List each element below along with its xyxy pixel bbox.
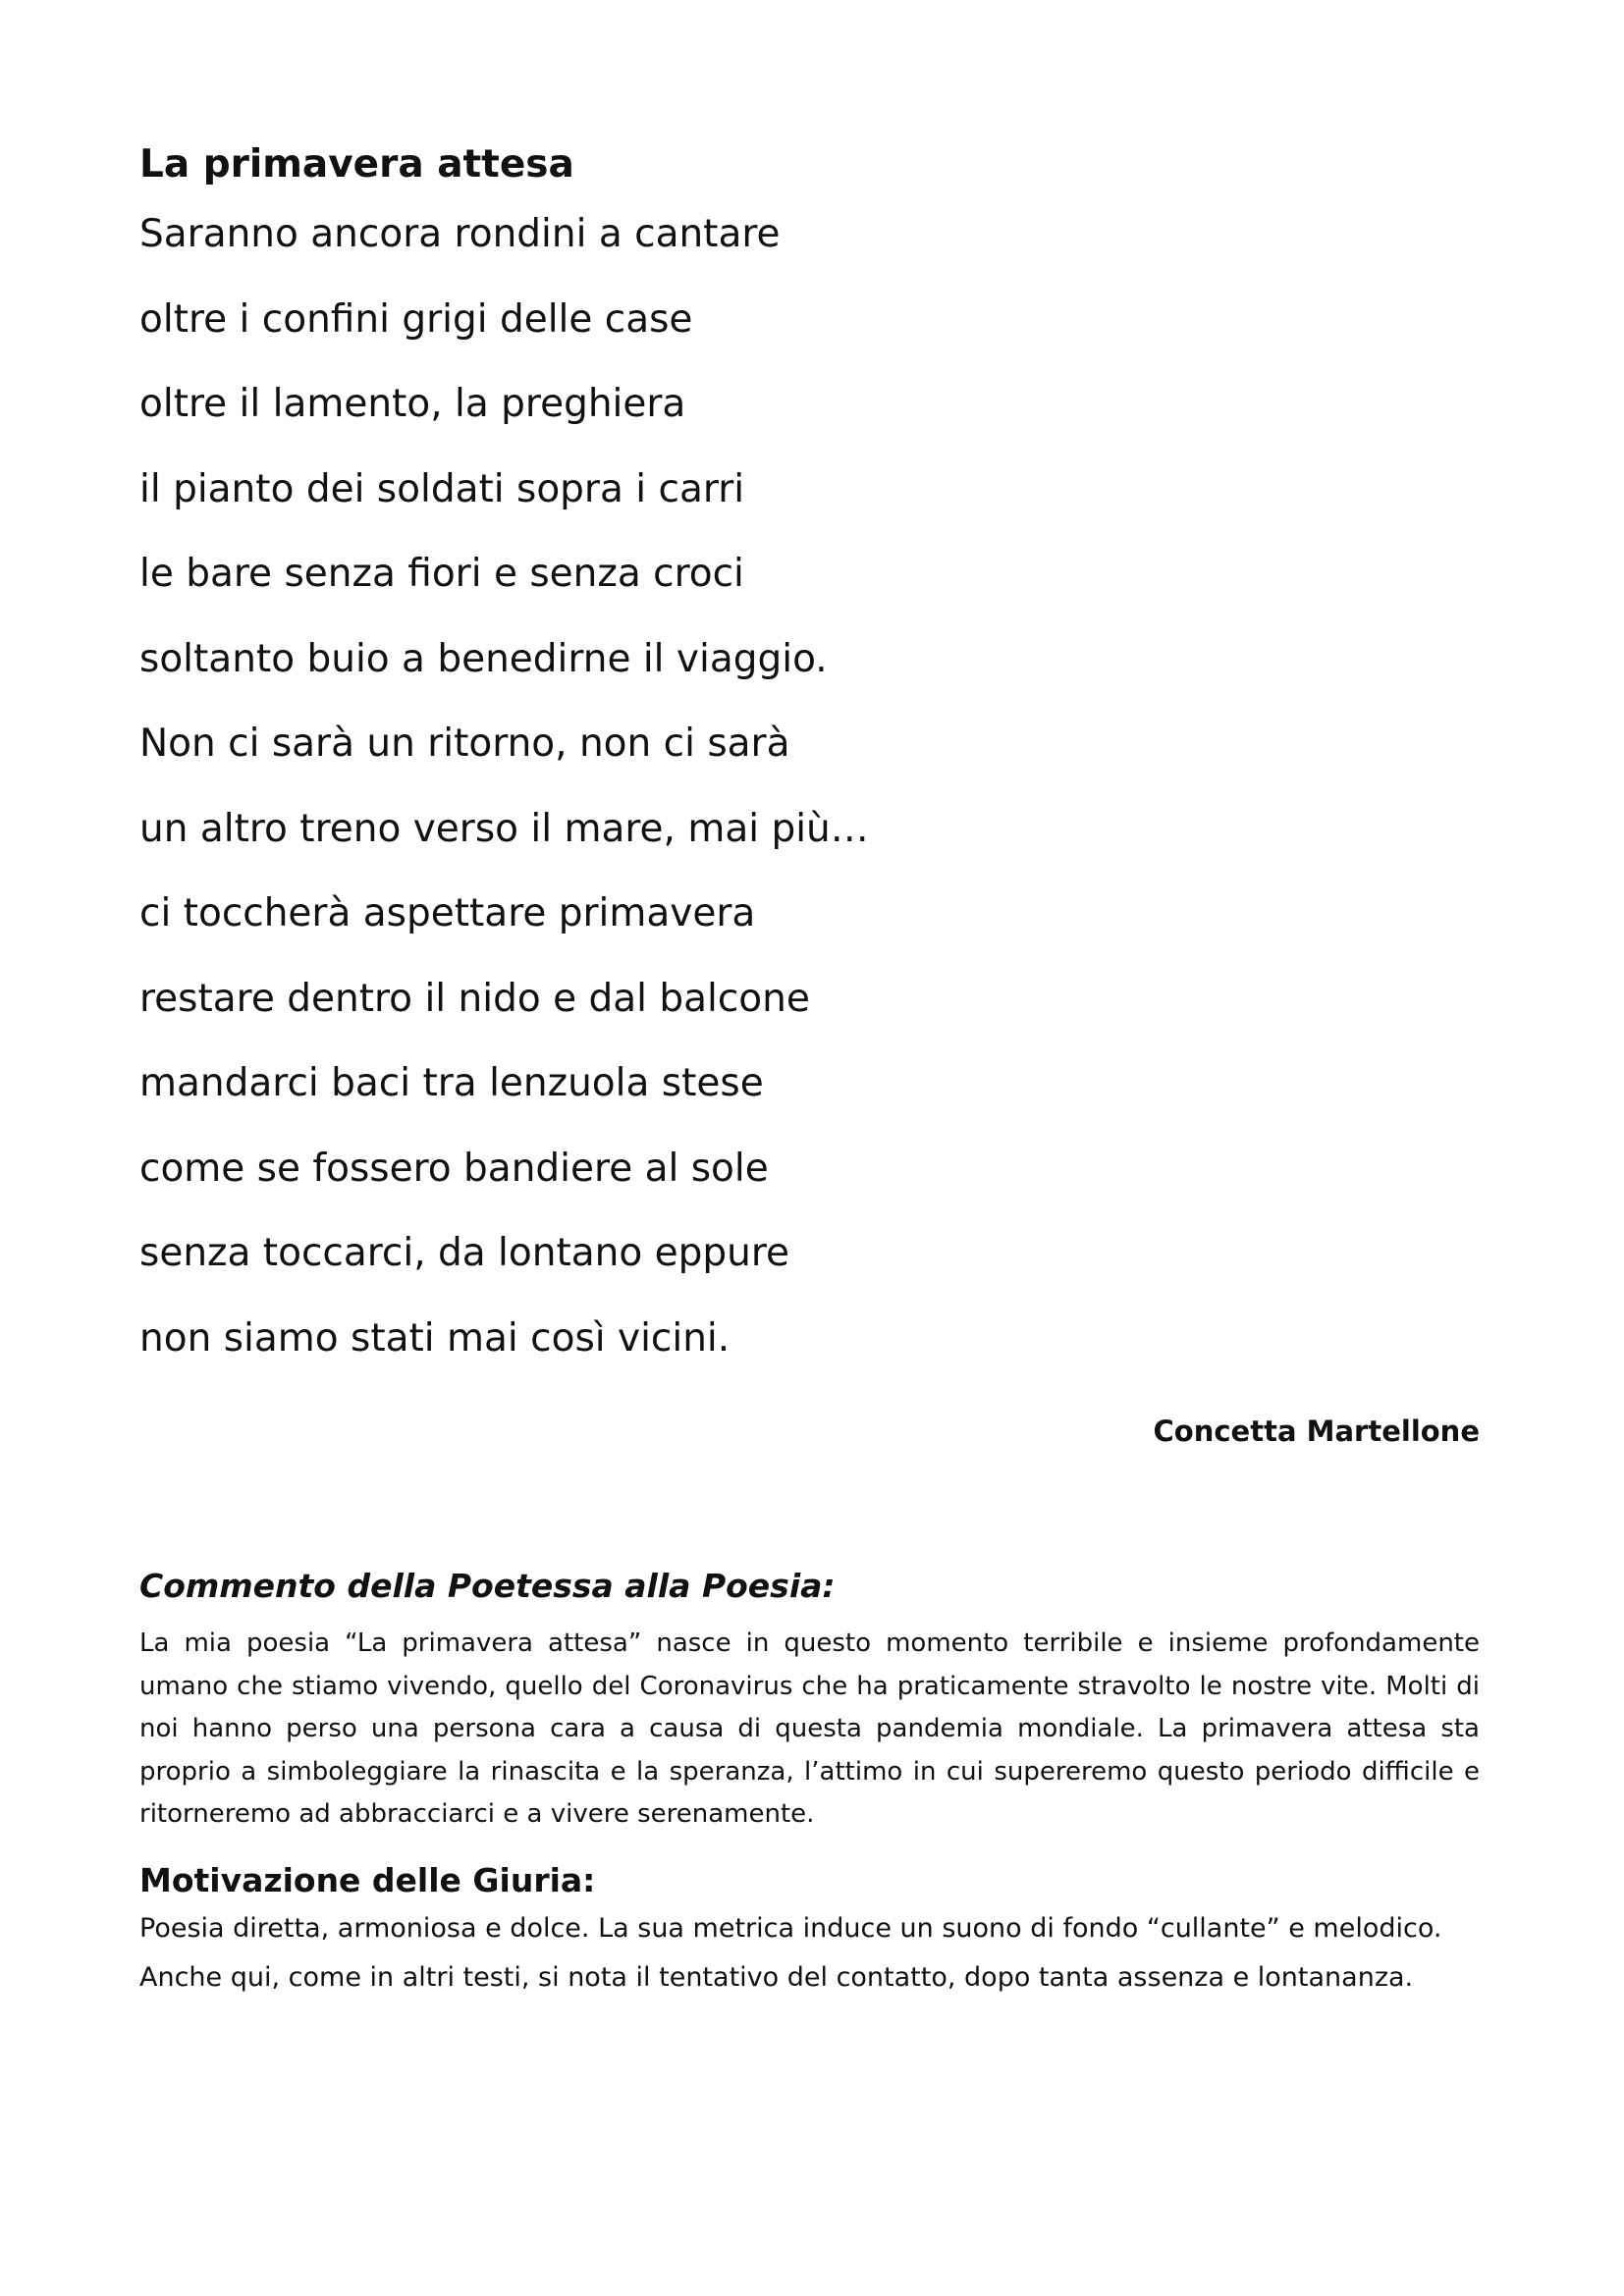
poem-line: senza toccarci, da lontano eppure <box>139 1231 790 1275</box>
poem-line: ci toccherà aspettare primavera <box>139 891 756 935</box>
poem-line: Saranno ancora rondini a cantare <box>139 212 781 256</box>
poem-line: oltre il lamento, la preghiera <box>139 382 686 426</box>
jury-heading: Motivazione delle Giuria: <box>139 1861 596 1899</box>
poem-line: oltre i confini grigi delle case <box>139 296 693 342</box>
poem-line: come se fossero bandiere al sole <box>139 1146 769 1191</box>
jury-body: Poesia diretta, armoniosa e dolce. La sua metrica induce un suono di fondo “cullante” e melodico. Anche qui, come in altri testi, si nota il tentativo del contatto, dopo tanta assenza e lontananza. <box>139 1913 1442 1993</box>
poem-body <box>139 192 869 1381</box>
poem-line: le bare senza fiori e senza croci <box>139 552 744 596</box>
poem-line: restare dentro il nido e dal balcone <box>139 976 810 1021</box>
poem-line: mandarci baci tra lenzuola stese <box>139 1061 764 1105</box>
poem-line: soltanto buio a benedirne il viaggio. <box>139 636 828 681</box>
comment-heading: Commento della Poetessa alla Poesia: <box>139 1567 836 1605</box>
poem-author: Concetta Martellone <box>1153 1415 1480 1448</box>
poem-line: un altro treno verso il mare, mai più… <box>139 806 869 851</box>
poem-line: non siamo stati mai così vicini. <box>139 1315 731 1361</box>
poem-line: il pianto dei soldati sopra i carri <box>139 466 745 511</box>
poem-title: La primavera attesa <box>139 142 574 187</box>
poem-line: Non ci sarà un ritorno, non ci sarà <box>139 721 790 766</box>
comment-body: La mia poesia “La primavera attesa” nasce in questo momento terribile e insieme profondamente umano che stiamo vivendo, quello del Coronavirus che ha praticamente stravolto le nostre vite. Molti di noi hanno perso una persona cara a causa di questa pandemia mondiale. La primavera attesa sta proprio a simboleggiare la rinascita e la speranza, l’attimo in cui supereremo questo periodo difficile e ritorneremo ad abbracciarci e a vivere serenamente. <box>139 1629 1480 1829</box>
